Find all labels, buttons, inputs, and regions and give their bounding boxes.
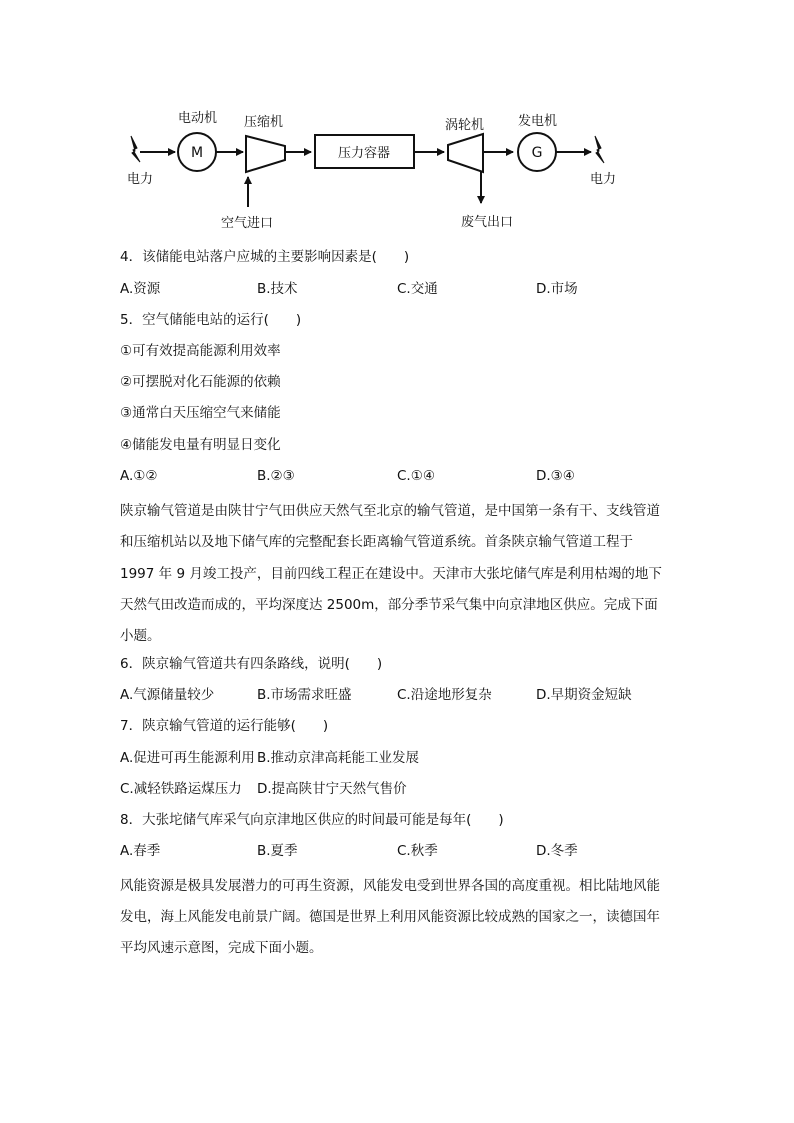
generator-label: 发电机 [518,114,558,129]
power-in-label: 电力 [127,172,154,187]
q7-stem: 7．陕京输气管道的运行能够( ) [120,718,329,734]
q7-option-d: D.提高陕甘宁天然气售价 [257,781,407,797]
q7-option-a: A.促进可再生能源利用 [120,750,255,766]
energy-storage-flow-diagram [0,0,794,240]
passage2-line-1: 陕京输气管道是由陕甘宁气田供应天然气至北京的输气管道，是中国第一条有干、支线管道 [120,503,660,519]
passage3-line-3: 平均风速示意图，完成下面小题。 [120,940,323,956]
q6-option-c: C.沿途地形复杂 [397,687,492,703]
q5-option-c: C.①④ [397,468,435,484]
q7-option-b: B.推动京津高耗能工业发展 [257,750,420,766]
q6-stem: 6．陕京输气管道共有四条路线，说明( ) [120,656,383,672]
q4-option-c: C.交通 [397,281,438,297]
q8-option-d: D.冬季 [536,843,578,859]
q5-statement-4: ④储能发电量有明显日变化 [120,437,281,453]
q4-option-b: B.技术 [257,281,298,297]
turbine-shape [448,134,483,172]
q4-option-a: A.资源 [120,281,161,297]
q5-statement-3: ③通常白天压缩空气来储能 [120,405,281,421]
generator-symbol: G [531,145,543,161]
pressure-vessel-label: 压力容器 [337,146,391,161]
motor-label: 电动机 [178,111,218,126]
lightning-icon-out [595,136,604,163]
q8-option-a: A.春季 [120,843,161,859]
q4-option-d: D.市场 [536,281,578,297]
turbine-label: 涡轮机 [445,118,485,133]
compressor-label: 压缩机 [244,115,284,130]
air-inlet-label: 空气进口 [221,216,274,231]
exhaust-label: 废气出口 [461,215,514,230]
q5-statement-1: ①可有效提高能源利用效率 [120,343,281,359]
power-out-label: 电力 [590,172,617,187]
passage2-line-5: 小题。 [120,628,161,644]
q5-option-d: D.③④ [536,468,575,484]
q6-option-a: A.气源储量较少 [120,687,215,703]
passage2-line-4: 天然气田改造而成的，平均深度达 2500m，部分季节采气集中向京津地区供应。完成下面 [120,597,658,613]
q5-option-b: B.②③ [257,468,295,484]
q4-stem: 4．该储能电站落户应城的主要影响因素是( ) [120,249,410,265]
q6-option-b: B.市场需求旺盛 [257,687,352,703]
q8-option-c: C.秋季 [397,843,438,859]
motor-symbol: M [190,145,204,161]
passage2-line-2: 和压缩机站以及地下储气库的完整配套长距离输气管道系统。首条陕京输气管道工程于 [120,534,633,550]
q5-statement-2: ②可摆脱对化石能源的依赖 [120,374,281,390]
q8-option-b: B.夏季 [257,843,298,859]
q6-option-d: D.早期资金短缺 [536,687,632,703]
passage3-line-1: 风能资源是极具发展潜力的可再生资源，风能发电受到世界各国的高度重视。相比陆地风能 [120,878,660,894]
q5-stem: 5．空气储能电站的运行( ) [120,312,302,328]
q5-option-a: A.①② [120,468,158,484]
lightning-icon-in [131,136,140,162]
q7-option-c: C.减轻铁路运煤压力 [120,781,242,797]
passage2-line-3: 1997 年 9 月竣工投产，目前四线工程正在建设中。天津市大张坨储气库是利用枯竭的地下 [120,566,662,582]
compressor-shape [246,136,285,172]
passage3-line-2: 发电，海上风能发电前景广阔。德国是世界上利用风能资源比较成熟的国家之一，读德国年 [120,909,660,925]
q8-stem: 8．大张坨储气库采气向京津地区供应的时间最可能是每年( ) [120,812,504,828]
